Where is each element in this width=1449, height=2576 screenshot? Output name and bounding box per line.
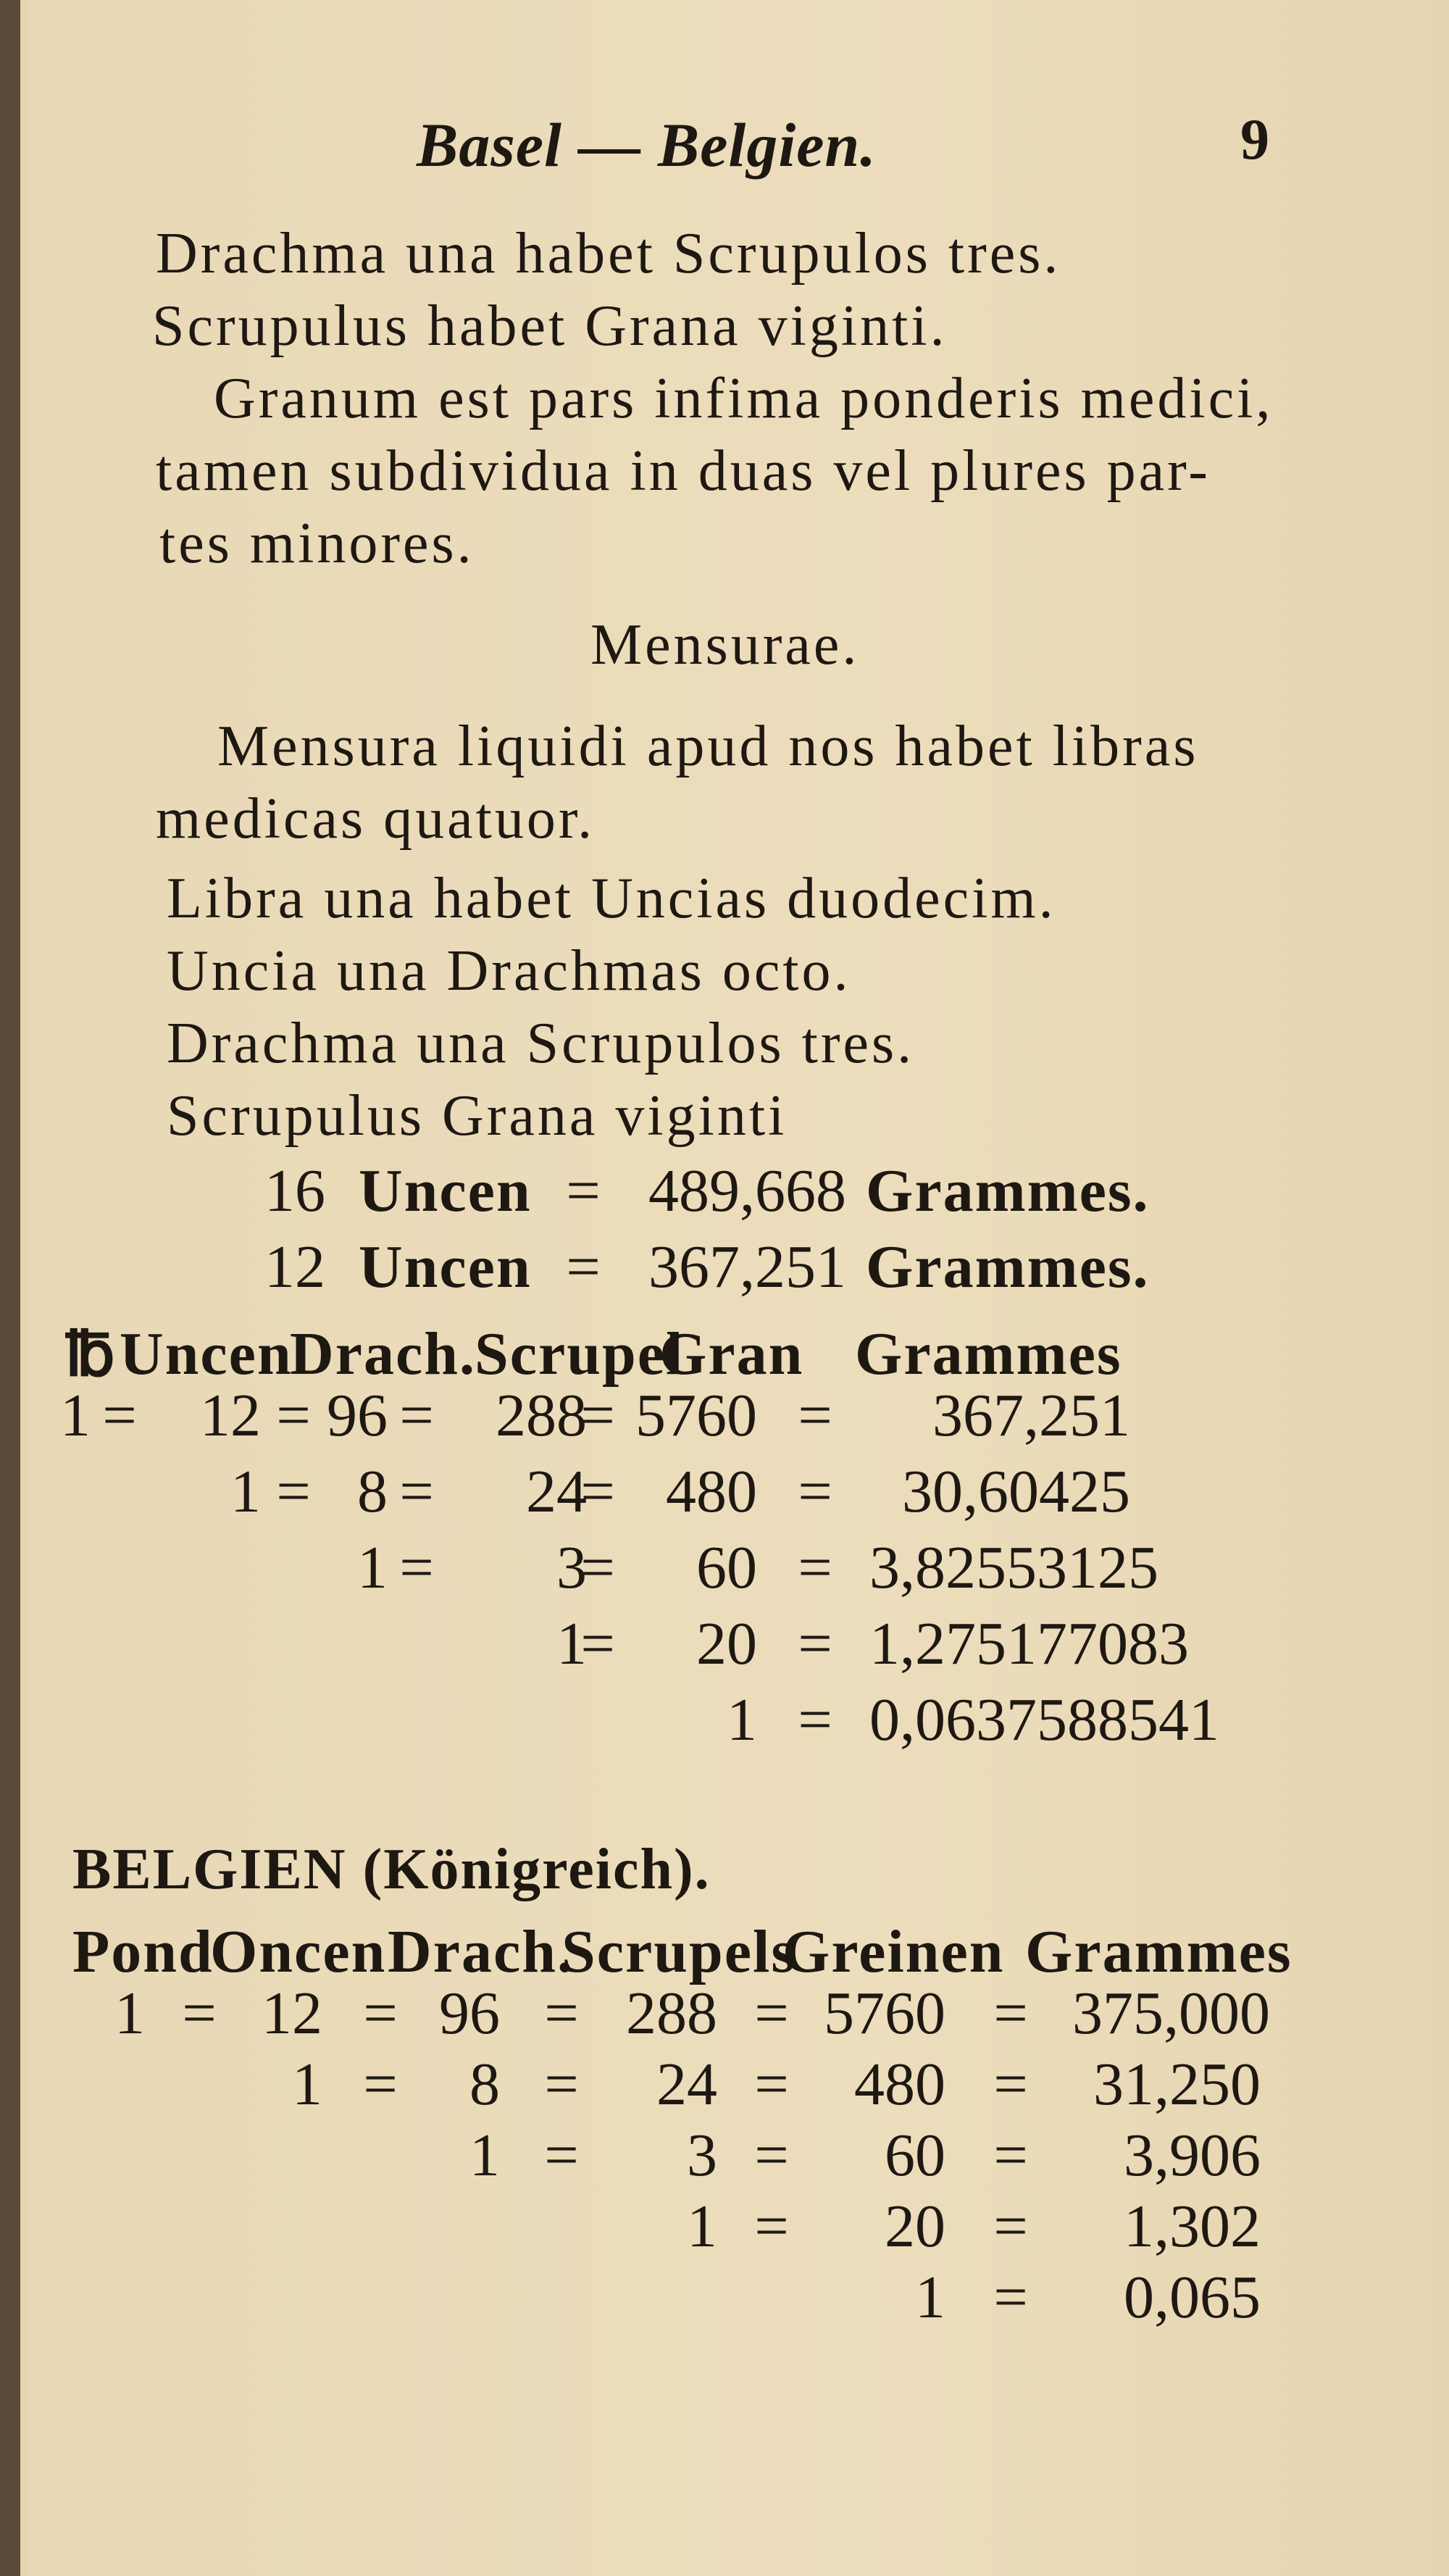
table-cell: 12 (262, 1980, 322, 2047)
equals-sign: = (754, 2193, 789, 2260)
table-cell: 1 (469, 2122, 500, 2189)
running-head: Basel — Belgien. (417, 110, 877, 180)
table-cell: 3 (556, 1534, 587, 1601)
value: 367,251 (648, 1233, 846, 1301)
table-cell: 1 (60, 1382, 91, 1449)
value: 489,668 (648, 1157, 846, 1225)
table-cell: 96 (439, 1980, 500, 2047)
equals-sign: = (580, 1534, 615, 1601)
table-row (0, 1533, 1449, 1605)
equals-sign: = (363, 1980, 398, 2047)
equals-sign: = (544, 1980, 579, 2047)
table-cell: 480 (666, 1458, 757, 1525)
table-cell: 1 (556, 1610, 587, 1677)
table-cell: 1 (727, 1686, 757, 1754)
text-line: Drachma una Scrupulos tres. (167, 1012, 915, 1075)
table-row (0, 1685, 1449, 1757)
text-line: Mensura liquidi apud nos habet libras (217, 714, 1199, 778)
table-cell: 31,250 (1093, 2051, 1261, 2118)
column-header: Oncen (210, 1918, 387, 1985)
table-cell: 1 (915, 2264, 945, 2331)
table-cell: 24 (526, 1458, 587, 1525)
text-line: tes minores. (159, 512, 475, 575)
equivalence-row (0, 1156, 1449, 1228)
table-row (0, 2262, 1449, 2335)
equals-sign: = (399, 1458, 434, 1525)
equals-sign: = (276, 1458, 311, 1525)
column-header: Grammes (855, 1320, 1122, 1388)
equals-sign: = (993, 2122, 1028, 2189)
equals-sign: = (798, 1534, 832, 1601)
column-header: Greinen (782, 1918, 1005, 1985)
table-row (0, 2049, 1449, 2122)
equals-sign: = (544, 2122, 579, 2189)
table-row (0, 1456, 1449, 1529)
table-cell: 12 (200, 1382, 261, 1449)
equals-sign: = (580, 1610, 615, 1677)
equivalence-row (0, 1232, 1449, 1304)
table-row (0, 2120, 1449, 2193)
table-cell: 1,302 (1124, 2193, 1261, 2260)
text-line: Libra una habet Uncias duodecim. (167, 867, 1056, 930)
equals-sign: = (993, 2264, 1028, 2331)
table-cell: 30,60425 (902, 1458, 1130, 1525)
grams-label: Grammes. (866, 1157, 1150, 1225)
text-line: medicas quatuor. (156, 787, 596, 851)
table-cell: 24 (656, 2051, 717, 2118)
table-cell: 20 (885, 2193, 945, 2260)
column-header: Gran (659, 1320, 804, 1388)
column-header: Drach. (290, 1320, 476, 1388)
text-line: Scrupulus Grana viginti (167, 1084, 788, 1148)
equals-sign: = (993, 2051, 1028, 2118)
table-cell: 60 (696, 1534, 757, 1601)
equals-sign: = (580, 1458, 615, 1525)
column-header: Grammes (1025, 1918, 1293, 1985)
column-header: ℔ (65, 1322, 117, 1389)
page-number: 9 (1240, 108, 1269, 172)
table-cell: 3,82553125 (869, 1534, 1158, 1601)
table-cell: 8 (357, 1458, 388, 1525)
table-row (0, 1978, 1449, 2051)
equals-sign: = (363, 2051, 398, 2118)
unit: Uncen (359, 1157, 532, 1225)
table-row (0, 2191, 1449, 2264)
column-header: Scrupels (561, 1918, 797, 1985)
table-cell: 1 (230, 1458, 261, 1525)
table-cell: 0,0637588541 (869, 1686, 1219, 1754)
table-cell: 3,906 (1124, 2122, 1261, 2189)
table-cell: 0,065 (1124, 2264, 1261, 2331)
equals-sign: = (566, 1233, 601, 1301)
table-row (0, 1609, 1449, 1681)
quantity: 16 (264, 1157, 325, 1225)
text-line: Granum est pars infima ponderis medici, (214, 367, 1274, 430)
column-header: Drach. (388, 1918, 574, 1985)
table-cell: 1,275177083 (869, 1610, 1189, 1677)
equals-sign: = (754, 1980, 789, 2047)
section-heading: BELGIEN (Königreich). (72, 1838, 711, 1901)
table-cell: 96 (327, 1382, 388, 1449)
text-line: Scrupulus habet Grana viginti. (152, 294, 948, 358)
table-cell: 288 (626, 1980, 717, 2047)
table-cell: 5760 (824, 1980, 945, 2047)
table-cell: 20 (696, 1610, 757, 1677)
quantity: 12 (264, 1233, 325, 1301)
text-line: Uncia una Drachmas octo. (167, 939, 851, 1003)
equals-sign: = (993, 2193, 1028, 2260)
table-cell: 1 (687, 2193, 717, 2260)
table-cell: 3 (687, 2122, 717, 2189)
unit: Uncen (359, 1233, 532, 1301)
table-cell: 367,251 (932, 1382, 1130, 1449)
equals-sign: = (276, 1382, 311, 1449)
column-header: Scrupel (475, 1320, 685, 1388)
equals-sign: = (754, 2122, 789, 2189)
table-row (0, 1380, 1449, 1453)
text-line: tamen subdividua in duas vel plures par- (156, 439, 1211, 503)
column-header: Uncen (120, 1320, 293, 1388)
equals-sign: = (566, 1157, 601, 1225)
table-cell: 8 (469, 2051, 500, 2118)
table-cell: 1 (114, 1980, 145, 2047)
equals-sign: = (798, 1610, 832, 1677)
grams-label: Grammes. (866, 1233, 1150, 1301)
table-cell: 1 (357, 1534, 388, 1601)
table-cell: 5760 (635, 1382, 757, 1449)
equals-sign: = (182, 1980, 217, 2047)
section-heading: Mensurae. (590, 613, 860, 677)
equals-sign: = (798, 1686, 832, 1754)
table-cell: 375,000 (1072, 1980, 1270, 2047)
equals-sign: = (102, 1382, 137, 1449)
equals-sign: = (399, 1534, 434, 1601)
column-header: Pond (72, 1918, 214, 1985)
table-cell: 288 (496, 1382, 587, 1449)
table-cell: 480 (854, 2051, 945, 2118)
text-line: Drachma una habet Scrupulos tres. (156, 222, 1061, 285)
table-cell: 60 (885, 2122, 945, 2189)
table-cell: 1 (292, 2051, 322, 2118)
equals-sign: = (754, 2051, 789, 2118)
equals-sign: = (544, 2051, 579, 2118)
equals-sign: = (993, 1980, 1028, 2047)
equals-sign: = (798, 1458, 832, 1525)
equals-sign: = (399, 1382, 434, 1449)
equals-sign: = (580, 1382, 615, 1449)
equals-sign: = (798, 1382, 832, 1449)
